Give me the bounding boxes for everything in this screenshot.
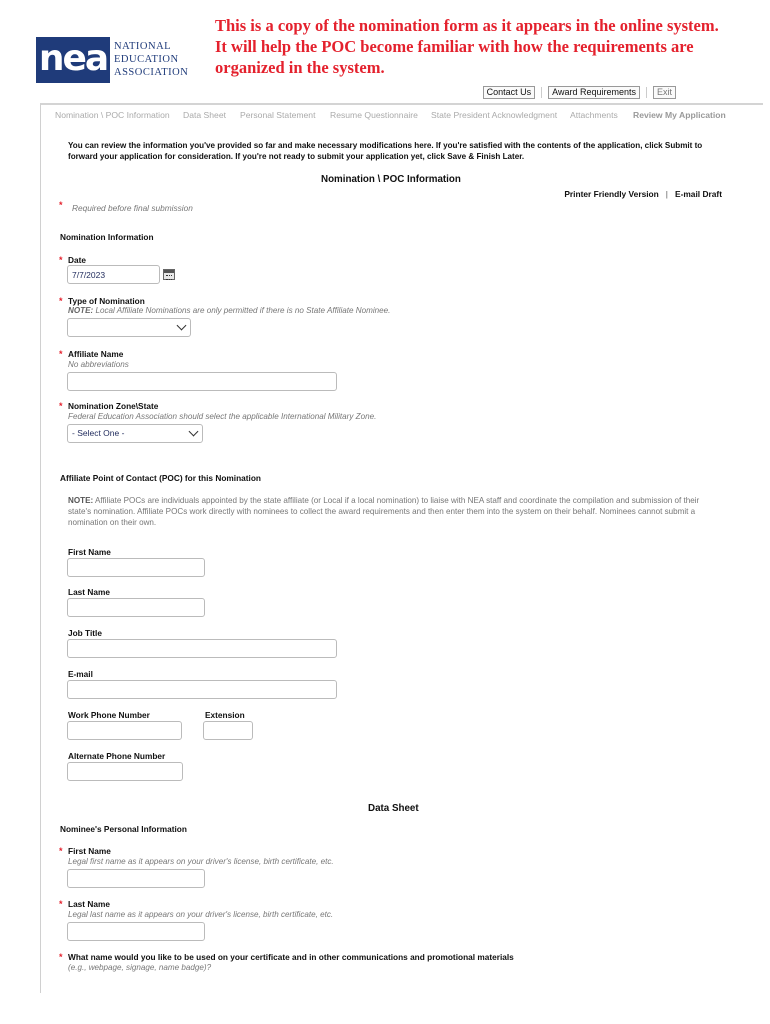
date-input[interactable] (67, 265, 160, 284)
nominee-first-name-hint: Legal first name as it appears on your driver's license, birth certificate, etc. (68, 857, 334, 866)
action-links (564, 189, 722, 199)
chevron-down-icon (177, 321, 187, 331)
logo-mark: nea (36, 37, 110, 83)
poc-last-name-label: Last Name (68, 587, 110, 597)
note-prefix: NOTE: (68, 496, 94, 505)
group-personal-info: Nominee's Personal Information (60, 824, 187, 834)
affiliate-name-hint: No abbreviations (68, 360, 129, 369)
poc-email-label: E-mail (68, 669, 93, 679)
certificate-name-label: What name would you like to be used on your certificate and in other communications and promotional materials (68, 952, 514, 962)
tab-personal-statement[interactable]: Personal Statement (240, 110, 316, 120)
tab-state-president[interactable]: State President Acknowledgment (431, 110, 558, 120)
tab-review-application[interactable]: Review My Application (633, 110, 726, 120)
nomination-type-select[interactable] (67, 318, 191, 337)
group-nomination-info: Nomination Information (60, 232, 154, 242)
poc-last-name-input[interactable] (67, 598, 205, 617)
date-label: Date (68, 255, 86, 265)
required-icon: * (59, 899, 63, 909)
contact-us-link[interactable]: Contact Us (483, 86, 536, 99)
nomination-type-label: Type of Nomination (68, 296, 145, 306)
affiliate-name-label: Affiliate Name (68, 349, 124, 359)
divider (646, 87, 647, 98)
certificate-name-hint: (e.g., webpage, signage, name badge)? (68, 963, 212, 972)
notice-text: This is a copy of the nomination form as it appears in the online system. It will help the POC become familiar with how the requirements are organized in the system. (215, 16, 719, 77)
calendar-icon[interactable] (163, 269, 175, 280)
nominee-last-name-label: Last Name (68, 899, 110, 909)
poc-work-phone-label: Work Phone Number (68, 710, 150, 720)
select-value: - Select One - (72, 428, 125, 438)
email-draft-link[interactable]: E-mail Draft (674, 189, 722, 199)
logo-wordmark (114, 40, 188, 79)
nominee-last-name-hint: Legal last name as it appears on your driver's license, birth certificate, etc. (68, 910, 334, 919)
chevron-down-icon (189, 427, 199, 437)
poc-alt-phone-label: Alternate Phone Number (68, 751, 166, 761)
required-icon: * (59, 846, 63, 856)
tab-nomination-poc[interactable]: Nomination \ POC Information (55, 110, 170, 120)
note-text: Affiliate POCs are individuals appointed by the state affiliate (or Local if a local nomination) to liaise with NEA staff and coordinate the compilation and submission of their state's nomination. Affiliate POCs work directly with nominees to collect the award requirements and then enter them into the system on their behalf. Nominees cannot submit a nomination on their own. (68, 496, 700, 527)
nomination-zone-label: Nomination Zone\State (68, 401, 159, 411)
nominee-first-name-input[interactable] (67, 869, 205, 888)
required-icon: * (59, 296, 63, 306)
required-note: Required before final submission (72, 203, 193, 213)
required-icon: * (59, 255, 63, 265)
award-requirements-link[interactable]: Award Requirements (548, 86, 640, 99)
poc-note (68, 495, 716, 528)
required-icon: * (59, 952, 63, 962)
nominee-last-name-input[interactable] (67, 922, 205, 941)
section-title-poc: Nomination \ POC Information (321, 174, 461, 185)
logo-line-2: EDUCATION (114, 54, 179, 65)
poc-email-input[interactable] (67, 680, 337, 699)
group-poc: Affiliate Point of Contact (POC) for this Nomination (60, 473, 261, 483)
tab-attachments[interactable]: Attachments (570, 110, 618, 120)
nominee-first-name-label: First Name (68, 846, 111, 856)
hint-text: Local Affiliate Nominations are only permitted if there is no State Affiliate Nominee. (95, 306, 391, 315)
exit-link[interactable]: Exit (653, 86, 676, 99)
poc-extension-label: Extension (205, 710, 245, 720)
divider: | (665, 189, 668, 199)
nomination-zone-hint: Federal Education Association should select the applicable International Military Zone. (68, 412, 377, 421)
printer-friendly-link[interactable]: Printer Friendly Version (564, 189, 659, 199)
poc-extension-input[interactable] (203, 721, 253, 740)
required-icon: * (59, 349, 63, 359)
tab-data-sheet[interactable]: Data Sheet (183, 110, 226, 120)
nomination-type-hint (68, 306, 390, 315)
divider (541, 87, 542, 98)
nea-logo (36, 37, 189, 83)
poc-work-phone-input[interactable] (67, 721, 182, 740)
note-prefix: NOTE: (68, 306, 94, 315)
poc-alt-phone-input[interactable] (67, 762, 183, 781)
intro-text: You can review the information you've provided so far and make necessary modifications here. If you're satisfied with the contents of the application, click Submit to forward your application for consideration. If you're not ready to submit your application yet, click Save & Finish Later. (68, 141, 703, 161)
top-links (483, 86, 676, 99)
section-title-data-sheet: Data Sheet (368, 803, 419, 814)
required-icon: * (59, 200, 63, 210)
required-icon: * (59, 401, 63, 411)
tab-resume-questionnaire[interactable]: Resume Questionnaire (330, 110, 418, 120)
logo-line-3: ASSOCIATION (114, 67, 189, 78)
poc-job-title-label: Job Title (68, 628, 102, 638)
poc-first-name-input[interactable] (67, 558, 205, 577)
poc-first-name-label: First Name (68, 547, 111, 557)
poc-job-title-input[interactable] (67, 639, 337, 658)
affiliate-name-input[interactable] (67, 372, 337, 391)
logo-line-1: NATIONAL (114, 41, 172, 52)
nomination-zone-select[interactable] (67, 424, 203, 443)
